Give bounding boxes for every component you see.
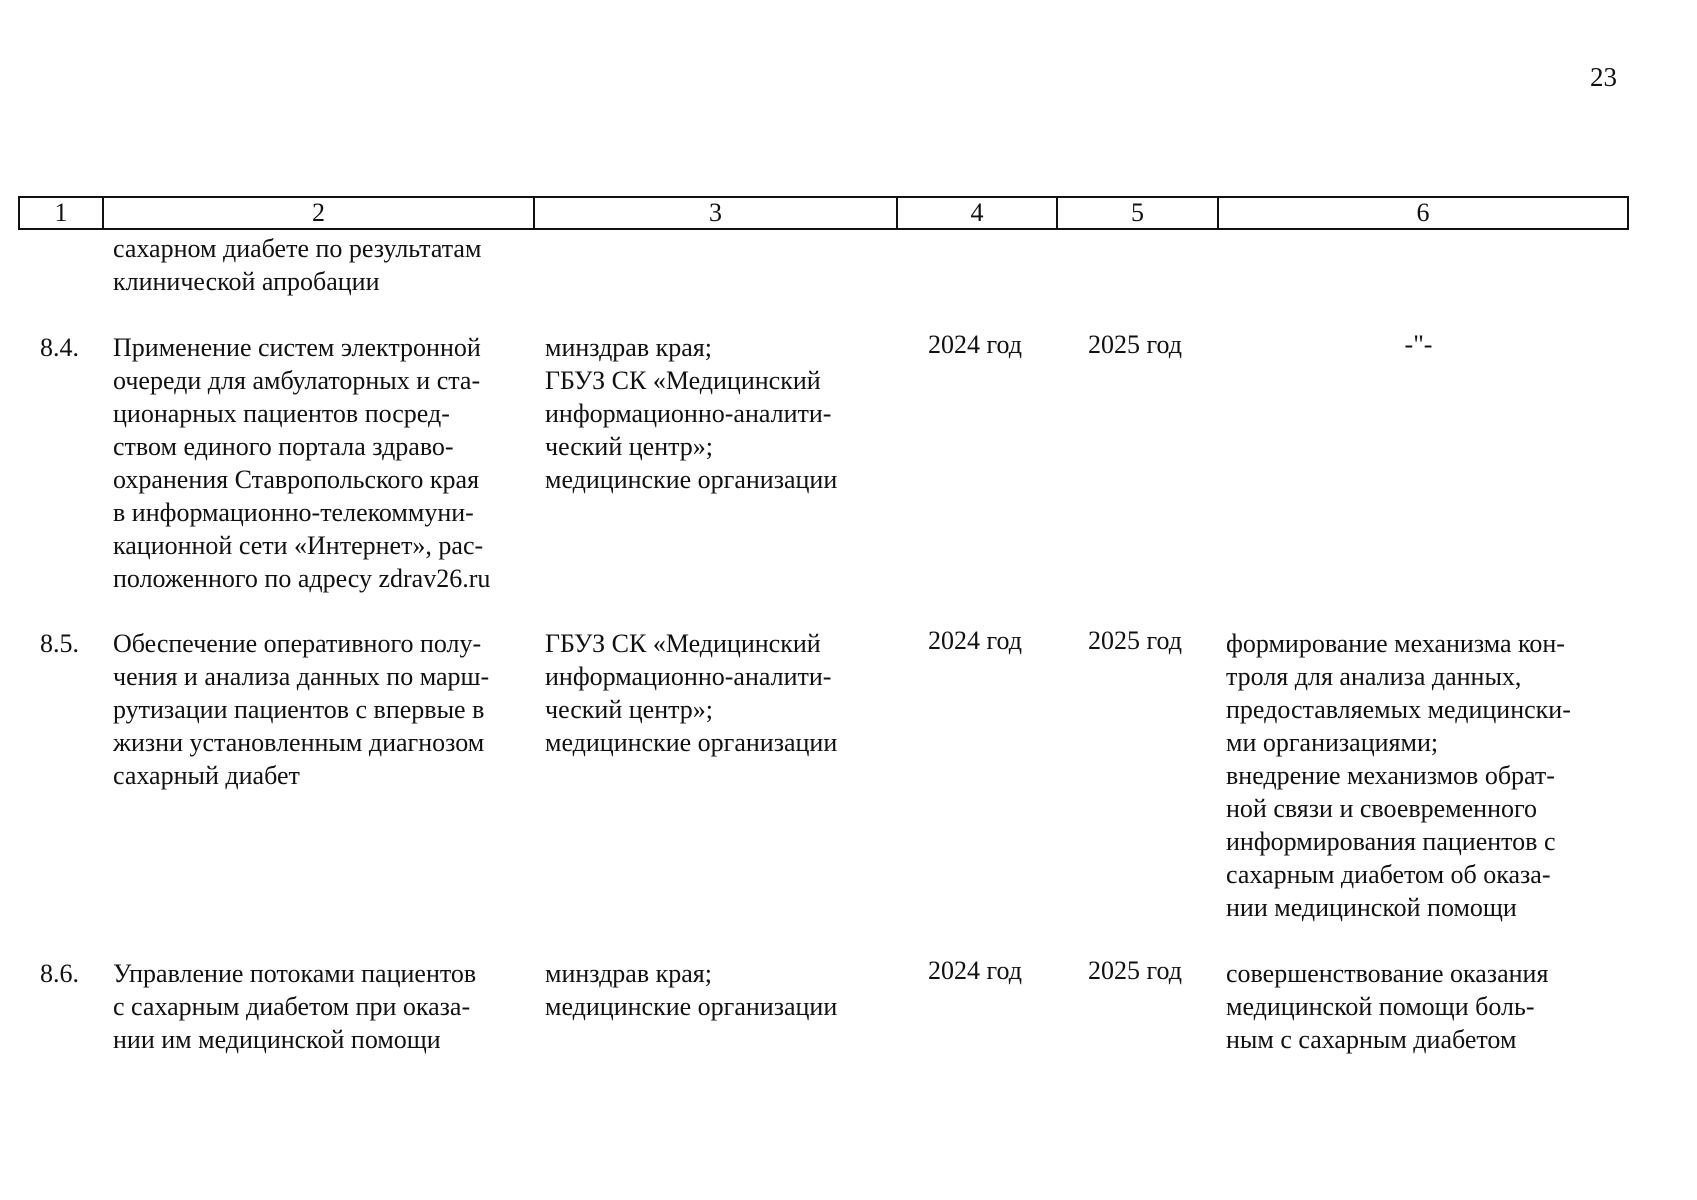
header-cell-1: 1 (20, 198, 104, 228)
table-header-row (18, 196, 1629, 230)
row-number-8-5: 8.5. (40, 629, 79, 658)
header-cell-6: 6 (1416, 198, 1430, 227)
row-8-6-start-year: 2024 год (928, 956, 1022, 985)
continuation-text: сахарном диабете по результатам клинической апробации (113, 234, 482, 296)
row-8-5-activity: Обеспечение оперативного полу- чения и анализа данных по марш- рутизации пациентов с впервые в жизни установленным диагнозом сахарный диабет (113, 629, 490, 790)
row-8-4-executor: минздрав края; ГБУЗ СК «Медицинский информационно-аналити- ческий центр»; медицинские организации (545, 333, 838, 494)
row-8-6-result: совершенствование оказания медицинской помощи боль- ным с сахарным диабетом (1226, 959, 1549, 1054)
row-8-5-executor: ГБУЗ СК «Медицинский информационно-аналити- ческий центр»; медицинские организации (545, 629, 838, 757)
page-number: 23 (1590, 62, 1617, 92)
row-8-4-start-year: 2024 год (928, 330, 1022, 359)
row-8-6-executor: минздрав края; медицинские организации (545, 959, 838, 1021)
row-8-4-activity: Применение систем электронной очереди для амбулаторных и ста- ционарных пациентов посред- ством единого портала здраво- охранения Ставропольского края в информационно-телекоммуни- кационной сети «Интернет», рас- положенного по адресу zdrav26.ru (113, 333, 491, 593)
row-8-4-end-year: 2025 год (1088, 330, 1182, 359)
header-cell-3: 3 (535, 198, 898, 228)
row-8-6-activity: Управление потоками пациентов с сахарным диабетом при оказа- нии им медицинской помощи (113, 959, 477, 1054)
row-8-5-result: формирование механизма кон- троля для анализа данных, предоставляемых медицински- ми организациями; внедрение механизмов обрат- ной связи и своевременного информирования пациентов с сахарным диабетом об оказа- нии медицинской помощи (1226, 629, 1571, 922)
row-8-4-result: -"- (1404, 330, 1433, 359)
row-number-8-6: 8.6. (40, 959, 79, 988)
row-8-6-end-year: 2025 год (1088, 956, 1182, 985)
row-8-5-end-year: 2025 год (1088, 626, 1182, 655)
row-number-8-4: 8.4. (40, 333, 79, 362)
header-cell-2: 2 (104, 198, 535, 228)
header-cell-4: 4 (898, 198, 1058, 228)
header-cell-5: 5 (1058, 198, 1219, 228)
row-8-5-start-year: 2024 год (928, 626, 1022, 655)
